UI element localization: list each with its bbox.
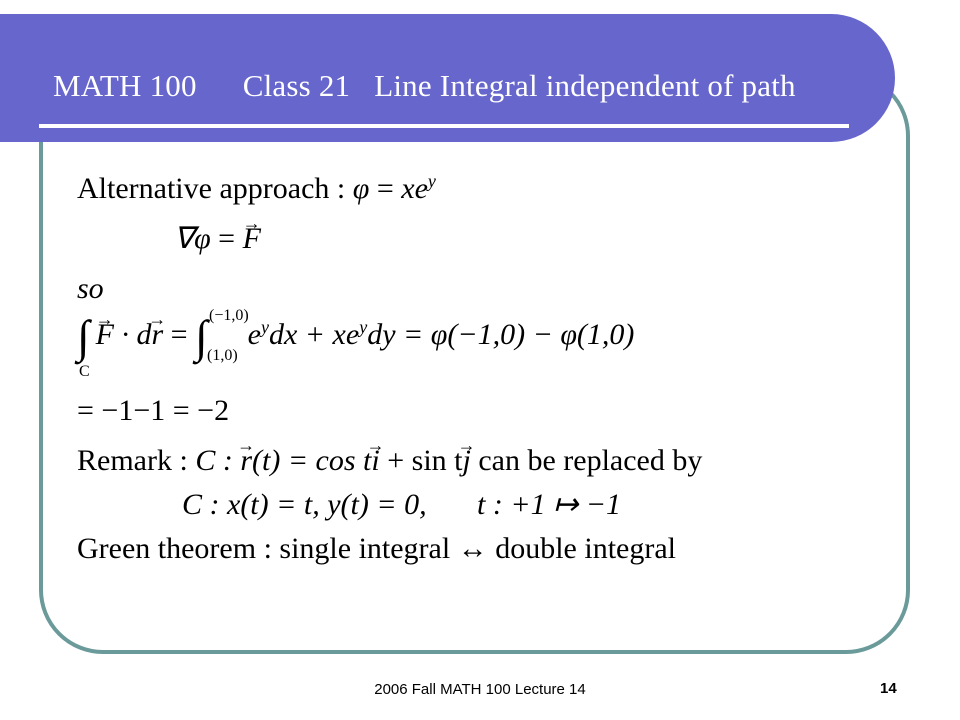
line-alternative-approach (77, 172, 436, 204)
line6-j: → j (463, 446, 471, 476)
line6-sep: : (171, 444, 196, 477)
title-course: MATH 100 (53, 68, 197, 103)
title-underline (39, 124, 849, 128)
integral-sign-1: ∫ C (77, 311, 90, 380)
integral-lower: (1,0) (207, 347, 238, 364)
line2-nabla: ∇φ (174, 222, 211, 255)
integral-lower-c: C (79, 363, 90, 380)
line2-F: → F (243, 224, 261, 254)
line1-sep: : (329, 172, 353, 205)
page-number: 14 (880, 680, 897, 697)
line8-a: Green theorem (77, 532, 257, 565)
line6-tail: can be replaced by (470, 444, 703, 477)
line7-b: t : +1 ↦ −1 (477, 488, 621, 521)
integral-sign-2: ∫ (−1,0) (1,0) (195, 307, 249, 364)
line6-mid: (t) = cos t (252, 444, 372, 477)
line-parametrization (182, 490, 427, 520)
line1-text: Alternative approach (77, 172, 330, 205)
line8-arrow: ↔ (457, 532, 488, 565)
line4-y1: y (260, 316, 269, 337)
line8-b: : single integral (256, 532, 458, 565)
line6-r: → r (240, 446, 252, 476)
line4-r: → r (151, 320, 163, 350)
line-t-range (477, 490, 621, 520)
line1-x: xe (401, 172, 428, 205)
line6-plus: + sin t (379, 444, 463, 477)
integral-upper: (−1,0) (209, 307, 249, 324)
line4-dx: dx + xe (268, 317, 360, 351)
line6-i: → i (371, 446, 379, 476)
line1-phi: φ (352, 172, 370, 205)
line-integral (77, 307, 635, 384)
line7-a: C : x(t) = t, y(t) = 0, (182, 488, 427, 521)
line4-integrand: e (247, 317, 261, 351)
footer-text: 2006 Fall MATH 100 Lecture 14 (374, 681, 586, 698)
line-green-theorem (77, 534, 676, 564)
line4-F: → F (96, 320, 114, 350)
line6-C: C : (195, 444, 241, 477)
line-result: = −1−1 = −2 (77, 394, 230, 427)
line1-sup: y (427, 171, 436, 191)
slide-title (53, 68, 796, 104)
line-so: so (77, 272, 104, 305)
line6-label: Remark (77, 444, 172, 477)
line4-y2: y (359, 316, 368, 337)
line2-eq: = (210, 222, 243, 255)
title-class: Class 21 (242, 68, 351, 103)
line-remark (77, 446, 702, 476)
line1-eq: = (369, 172, 402, 205)
line8-c: double integral (487, 532, 676, 565)
line4-rest: dy = φ(−1,0) − φ(1,0) (367, 317, 635, 351)
line-gradient (174, 224, 261, 254)
title-topic: Line Integral independent of path (374, 68, 796, 103)
line4-eq: = (163, 317, 196, 351)
line4-dot: · d (113, 317, 152, 351)
